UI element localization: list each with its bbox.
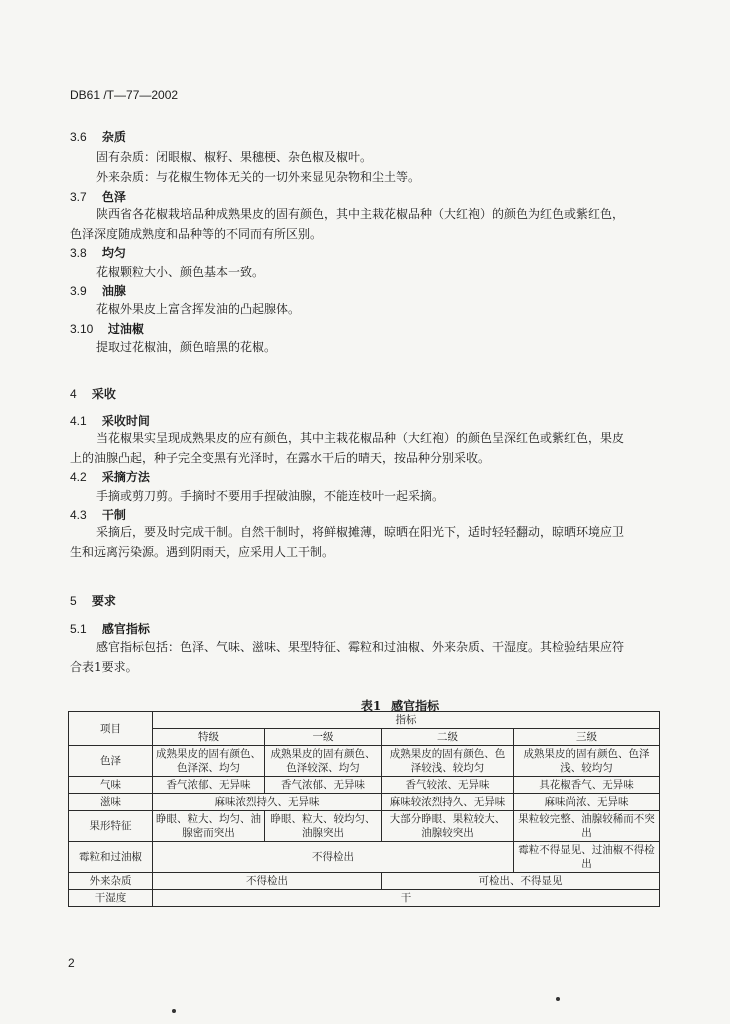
section-title: 均匀 [101, 246, 126, 260]
section-3-7-heading [70, 188, 126, 205]
grade-2: 二级 [382, 729, 514, 746]
table-caption-number: 表1 [360, 699, 382, 713]
row-label: 霉粒和过油椒 [69, 842, 153, 873]
section-number: 5.1 [70, 622, 87, 636]
table-cell: 霉粒不得显见、过油椒不得检出 [514, 842, 660, 873]
section-title: 要求 [91, 594, 116, 608]
section-5-1-heading [70, 620, 150, 637]
section-4-3-heading [70, 506, 126, 523]
section-title: 色泽 [101, 190, 126, 204]
section-title: 采收 [91, 387, 116, 401]
row-label: 果形特征 [69, 811, 153, 842]
header-index: 指标 [153, 712, 660, 729]
table-cell: 不得检出 [153, 842, 514, 873]
table-cell: 大部分睁眼、果粒较大、油腺较突出 [382, 811, 514, 842]
paragraph: 采摘后，要及时完成干制。自然干制时，将鲜椒摊薄，晾晒在阳光下，适时轻轻翻动，晾晒环境应卫生和远离污染源。遇到阴雨天，应采用人工干制。 [70, 525, 625, 559]
table-cell: 可检出、不得显见 [382, 873, 660, 890]
table-cell: 成熟果皮的固有颜色、色泽较深、均匀 [265, 746, 382, 777]
row-label: 滋味 [69, 794, 153, 811]
table-cell: 香气较浓、无异味 [382, 777, 514, 794]
table-cell: 具花椒香气、无异味 [514, 777, 660, 794]
paragraph: 手摘或剪刀剪。手摘时不要用手捏破油腺，不能连枝叶一起采摘。 [96, 489, 445, 503]
section-number: 3.7 [70, 190, 87, 204]
row-label: 气味 [69, 777, 153, 794]
paragraph: 外来杂质：与花椒生物体无关的一切外来显见杂物和尘土等。 [96, 170, 421, 184]
section-4-2-heading [70, 468, 150, 485]
table-caption-title: 感官指标 [391, 699, 440, 713]
section-number: 4.1 [70, 414, 87, 428]
table-cell: 香气浓郁、无异味 [153, 777, 265, 794]
row-label: 干湿度 [69, 890, 153, 907]
scan-speck [556, 997, 560, 1001]
table-grade-row [69, 729, 660, 746]
header-item: 项目 [69, 712, 153, 746]
table-cell: 不得检出 [153, 873, 382, 890]
paragraph: 花椒外果皮上富含挥发油的凸起腺体。 [96, 302, 301, 316]
section-title: 采摘方法 [101, 470, 150, 484]
paragraph: 当花椒果实呈现成熟果皮的应有颜色，其中主栽花椒品种（大红袍）的颜色呈深红色或紫红色，果皮上的油腺凸起，种子完全变黑有光泽时，在露水干后的晴天，按品种分别采收。 [70, 431, 625, 465]
paragraph: 感官指标包括：色泽、气味、滋味、果型特征、霉粒和过油椒、外来杂质、干湿度。其检验结果应符合表1要求。 [70, 640, 625, 674]
paragraph: 固有杂质：闭眼椒、椒籽、果穗梗、杂色椒及椒叶。 [96, 150, 373, 164]
table-cell: 睁眼、粒大、均匀、油腺密而突出 [153, 811, 265, 842]
standard-code: DB61 /T—77—2002 [70, 88, 179, 102]
section-number: 5 [70, 594, 77, 608]
table-cell: 睁眼、粒大、较均匀、油腺突出 [265, 811, 382, 842]
row-label: 外来杂质 [69, 873, 153, 890]
page-number: 2 [68, 956, 75, 970]
table-cell: 麻味浓烈持久、无异味 [153, 794, 382, 811]
section-4-1-heading [70, 412, 150, 429]
grade-3: 三级 [514, 729, 660, 746]
section-number: 3.6 [70, 130, 87, 144]
section-number: 4 [70, 387, 77, 401]
table-row [69, 794, 660, 811]
section-3-8-heading [70, 244, 126, 261]
table-row [69, 873, 660, 890]
section-title: 油腺 [101, 284, 126, 298]
section-3-10-heading [70, 320, 144, 337]
paragraph: 花椒颗粒大小、颜色基本一致。 [96, 265, 265, 279]
grade-1: 一级 [265, 729, 382, 746]
table-cell: 成熟果皮的固有颜色、色泽深、均匀 [153, 746, 265, 777]
section-number: 3.9 [70, 284, 87, 298]
paragraph: 陕西省各花椒栽培品种成熟果皮的固有颜色，其中主栽花椒品种（大红袍）的颜色为红色或紫红色，色泽深度随成熟度和品种等的不同而有所区别。 [70, 207, 625, 241]
table-cell: 香气浓郁、无异味 [265, 777, 382, 794]
section-title: 采收时间 [101, 414, 150, 428]
table-cell: 麻味较浓烈持久、无异味 [382, 794, 514, 811]
section-title: 过油椒 [107, 322, 144, 336]
row-label: 色泽 [69, 746, 153, 777]
table-row [69, 777, 660, 794]
table-row [69, 890, 660, 907]
section-number: 4.3 [70, 508, 87, 522]
scan-speck [172, 1009, 176, 1013]
table-row [69, 811, 660, 842]
section-title: 干制 [101, 508, 126, 522]
section-title: 感官指标 [101, 622, 150, 636]
table-row [69, 746, 660, 777]
sensory-index-table [68, 711, 660, 907]
section-title: 杂质 [101, 130, 126, 144]
table-cell: 麻味尚浓、无异味 [514, 794, 660, 811]
section-3-6-heading [70, 128, 126, 145]
section-number: 3.10 [70, 322, 94, 336]
grade-special: 特级 [153, 729, 265, 746]
table-cell: 果粒较完整、油腺较稀而不突出 [514, 811, 660, 842]
table-cell: 成熟果皮的固有颜色、色泽较浅、较均匀 [382, 746, 514, 777]
section-3-9-heading [70, 282, 126, 299]
table-row [69, 842, 660, 873]
table-cell: 成熟果皮的固有颜色、色泽浅、较均匀 [514, 746, 660, 777]
section-number: 3.8 [70, 246, 87, 260]
table-cell: 干 [153, 890, 660, 907]
paragraph: 提取过花椒油，颜色暗黑的花椒。 [96, 340, 277, 354]
section-5-heading [70, 592, 116, 609]
section-4-heading [70, 385, 116, 402]
table-header-row [69, 712, 660, 729]
section-number: 4.2 [70, 470, 87, 484]
